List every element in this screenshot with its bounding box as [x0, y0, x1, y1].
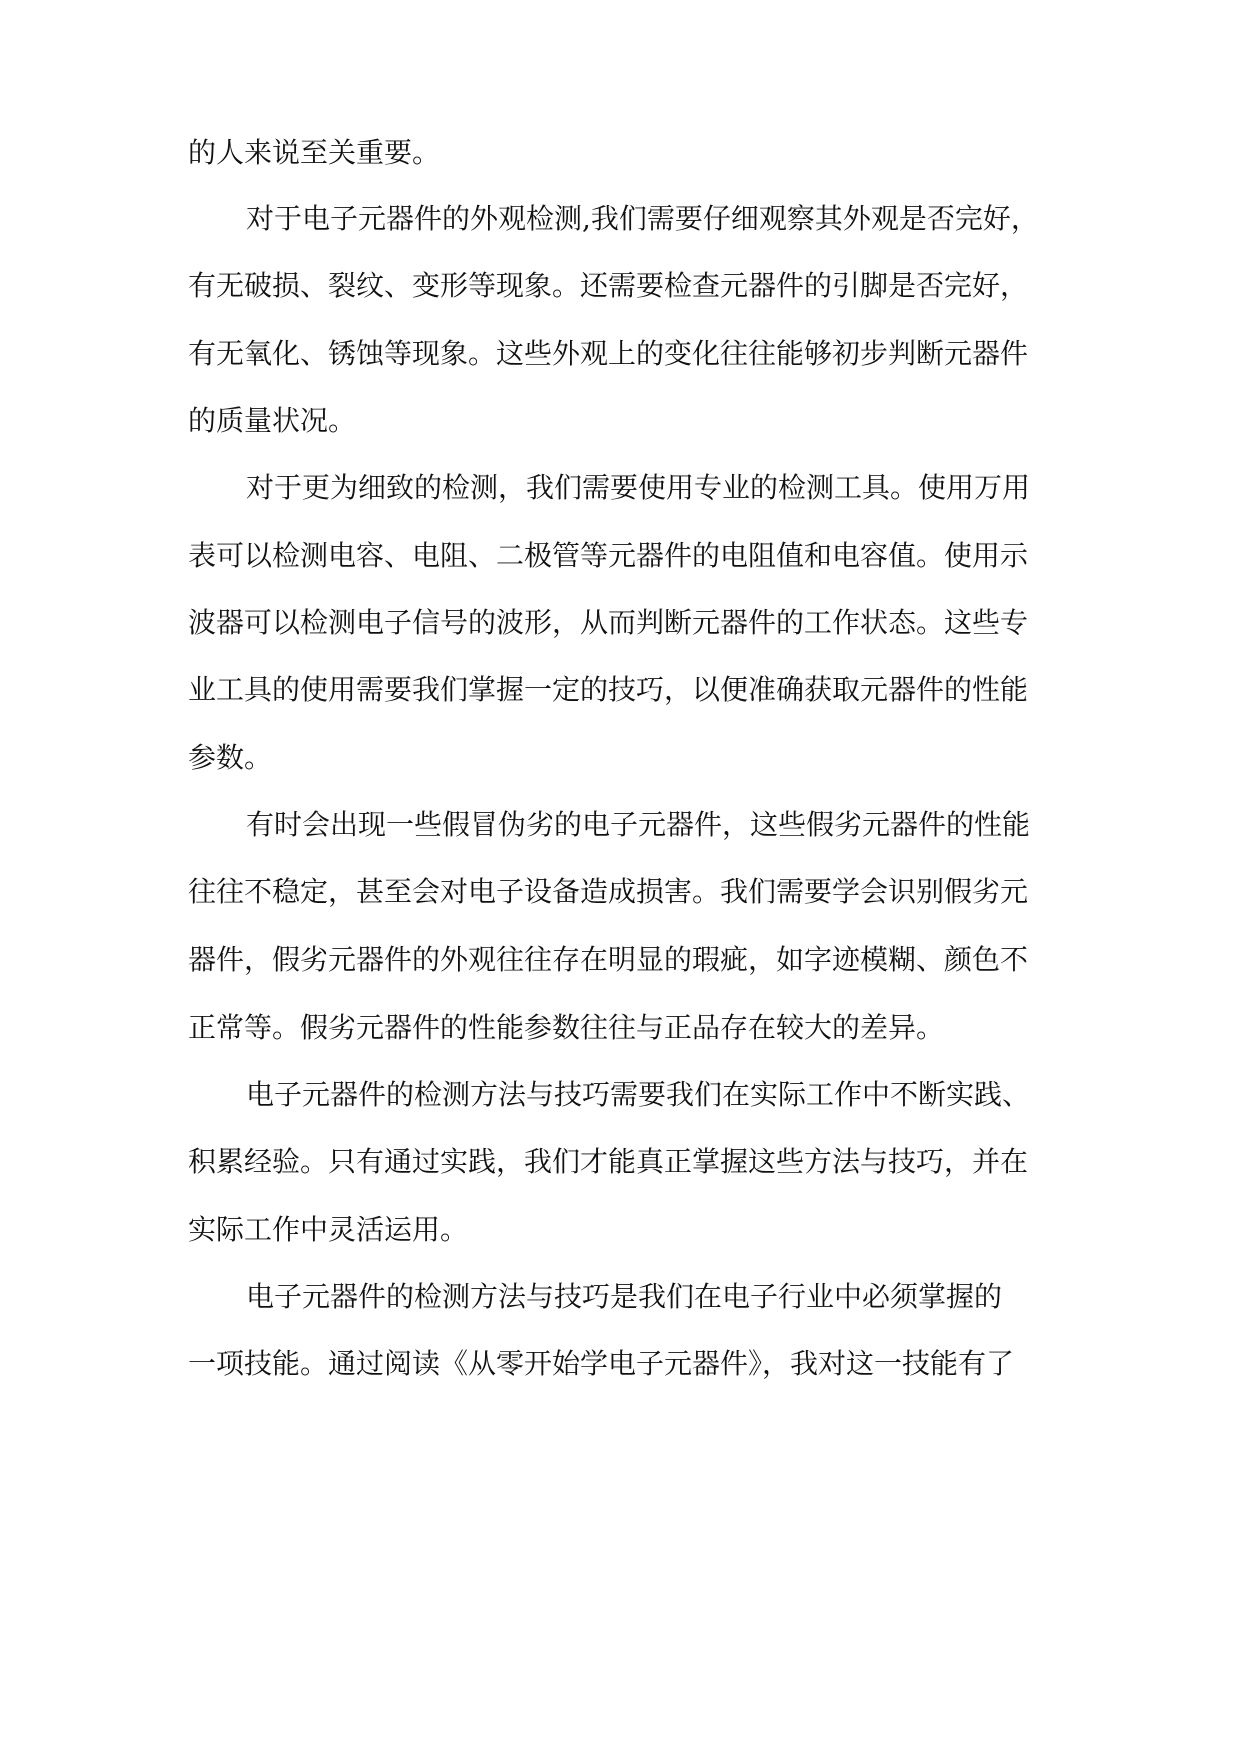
paragraph-first-line: 电子元器件的检测方法与技巧需要我们在实际工作中不断实践、 [246, 1078, 1031, 1111]
text-line: 业工具的使用需要我们掌握一定的技巧，以便准确获取元器件的性能 [188, 673, 1029, 706]
text-line: 的人来说至关重要。 [188, 136, 441, 169]
text-line: 积累经验。只有通过实践，我们才能真正掌握这些方法与技巧，并在 [188, 1145, 1029, 1178]
paragraph-first-line: 对于电子元器件的外观检测,我们需要仔细观察其外观是否完好， [246, 202, 1039, 235]
text-line: 波器可以检测电子信号的波形，从而判断元器件的工作状态。这些专 [188, 606, 1029, 639]
text-line: 往往不稳定，甚至会对电子设备造成损害。我们需要学会识别假劣元 [188, 875, 1029, 908]
paragraph-first-line: 对于更为细致的检测，我们需要使用专业的检测工具。使用万用 [246, 471, 1031, 504]
text-line: 的质量状况。 [188, 404, 357, 437]
paragraph-first-line: 电子元器件的检测方法与技巧是我们在电子行业中必须掌握的 [246, 1280, 1003, 1313]
text-line: 实际工作中灵活运用。 [188, 1213, 469, 1246]
text-line: 表可以检测电容、电阻、二极管等元器件的电阻值和电容值。使用示 [188, 539, 1029, 572]
paragraph-first-line: 有时会出现一些假冒伪劣的电子元器件，这些假劣元器件的性能 [246, 808, 1031, 841]
text-line: 有无破损、裂纹、变形等现象。还需要检查元器件的引脚是否完好， [188, 269, 1029, 302]
text-line: 参数。 [188, 741, 273, 774]
text-line: 一项技能。通过阅读《从零开始学电子元器件》，我对这一技能有了 [188, 1347, 1015, 1380]
text-line: 器件，假劣元器件的外观往往存在明显的瑕疵，如字迹模糊、颜色不 [188, 943, 1029, 976]
text-line: 有无氧化、锈蚀等现象。这些外观上的变化往往能够初步判断元器件 [188, 337, 1029, 370]
text-line: 正常等。假劣元器件的性能参数往往与正品存在较大的差异。 [188, 1011, 945, 1044]
